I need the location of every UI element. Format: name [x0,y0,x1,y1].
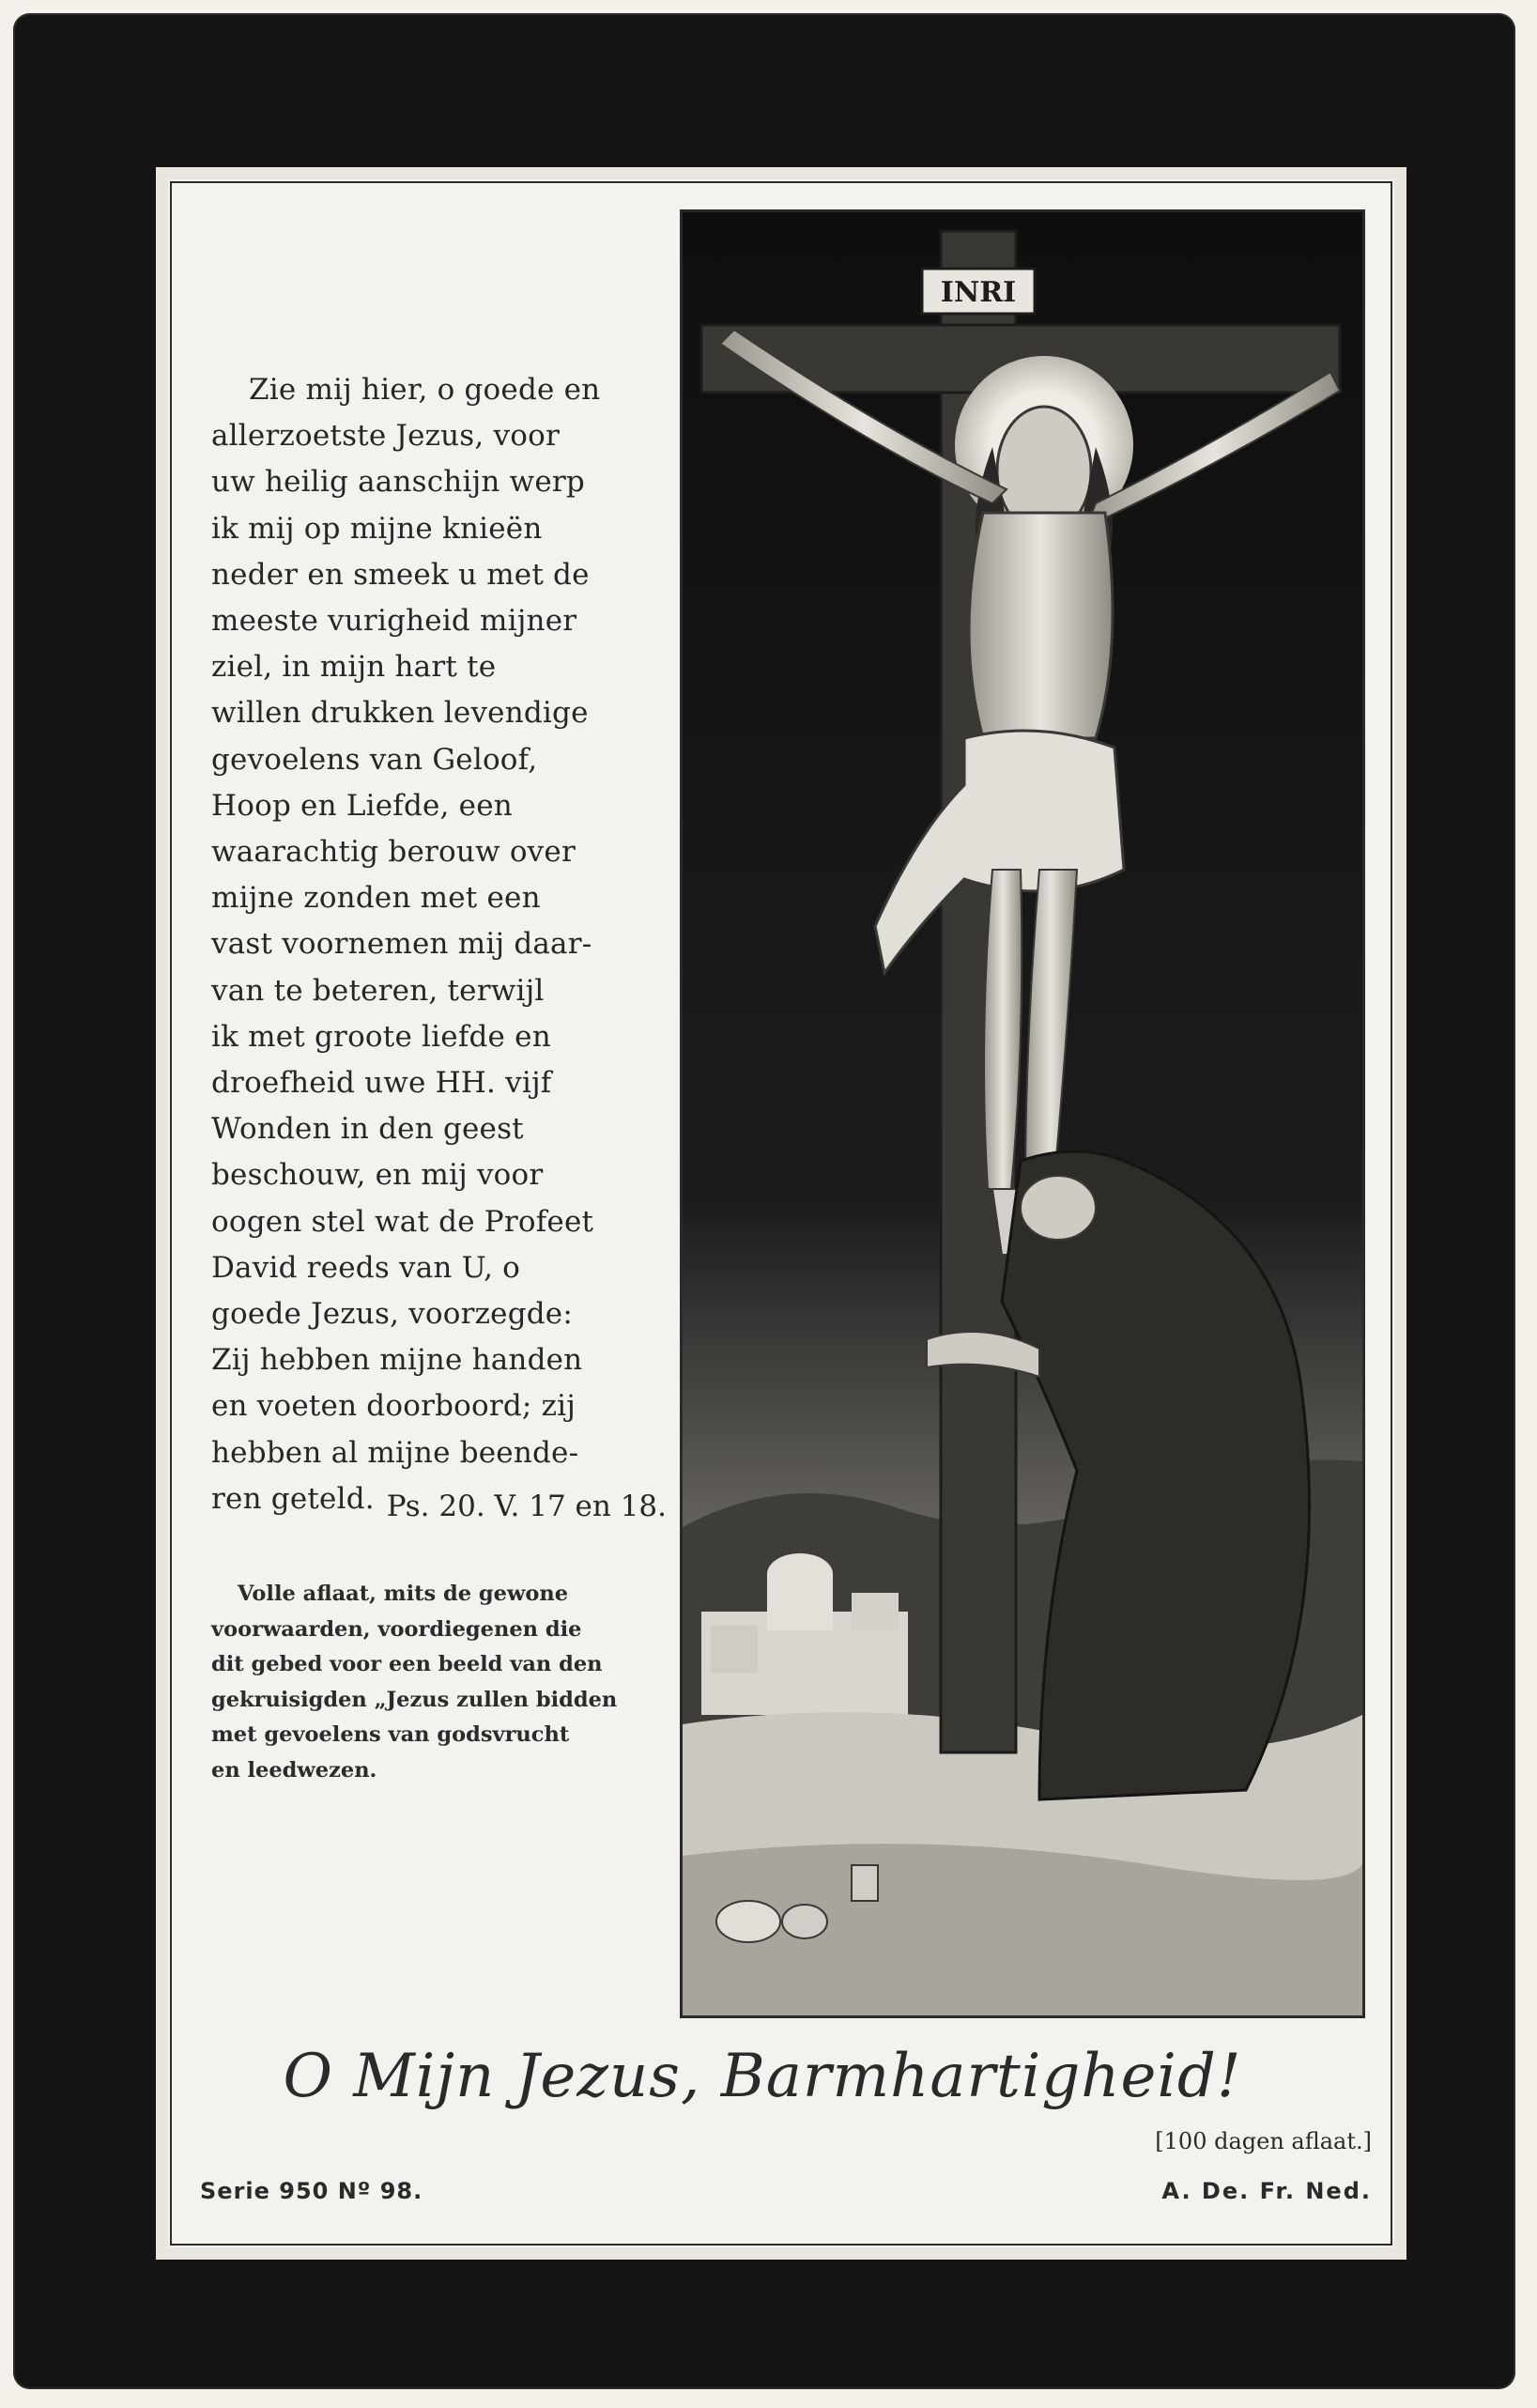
torso [969,513,1113,738]
indulgence-note [211,1577,667,1788]
left-leg [984,870,1022,1189]
indulgence-line: dit gebed voor een beeld van den [211,1652,603,1676]
prayer-line: oogen stel wat de Profeet [211,1204,594,1239]
prayer-line: ziel, in mijn hart te [211,650,497,685]
prayer-line: en voeten doorboord; zij [211,1389,576,1424]
indulgence-line: met gevoelens van godsvrucht [211,1722,570,1747]
card-panel [156,167,1406,2260]
prayer-line: goede Jezus, voorzegde: [211,1297,574,1332]
prayer-line: meeste vurigheid mijner [211,604,577,639]
publisher-mark: A. De. Fr. Ned. [1161,2178,1372,2204]
indulgence-line: en leedwezen. [211,1757,377,1783]
prayer-line: van te beteren, terwijl [211,973,545,1008]
prayer-line: mijne zonden met een [211,881,541,916]
psalm-reference: Ps. 20. V. 17 en 18. [386,1490,667,1523]
prayer-line: waarachtig berouw over [211,835,576,870]
prayer-line: uw heilig aanschijn werp [211,465,585,500]
prayer-line: beschouw, en mij voor [211,1158,544,1193]
prayer-line: Hoop en Liefde, een [211,788,513,823]
indulgence-line: Volle aflaat, mits de gewone [238,1582,569,1606]
prayer-line: ren geteld. [211,1481,375,1516]
prayer-line: gevoelens van Geloof, [211,742,538,777]
prayer-line: ik met groote liefde en [211,1019,551,1054]
prayer-text [211,367,667,1522]
prayer-line: allerzoetste Jezus, voor [211,419,560,454]
prayer-line: droefheid uwe HH. vijf [211,1066,552,1101]
crucifixion-engraving [683,212,1362,2015]
prayer-line: Zij hebben mijne handen [211,1343,583,1378]
indulgence-line: gekruisigden „Jezus zullen bidden [211,1687,618,1712]
magdalene-face [1021,1176,1096,1240]
prayer-line: Wonden in den geest [211,1112,524,1147]
indulgence-days: [100 dagen aflaat.] [1155,2128,1372,2154]
prayer-line: hebben al mijne beende- [211,1435,579,1470]
invocation-headline: O Mijn Jezus, Barmhartigheid! [283,2042,1242,2111]
prayer-line: neder en smeek u met de [211,557,590,592]
prayer-line: ik mij op mijne knieën [211,511,543,546]
series-number: Serie 950 Nº 98. [200,2178,423,2204]
crucifixion-illustration [680,209,1365,2018]
prayer-line: David reeds van U, o [211,1250,521,1285]
prayer-line: willen drukken levendige [211,696,589,731]
titulus-text: INRI [940,276,1017,309]
prayer-line: vast voornemen mij daar- [211,927,592,962]
prayer-line: Zie mij hier, o goede en [249,373,601,407]
indulgence-line: voorwaarden, voordiegenen die [211,1616,582,1642]
mourning-border [13,13,1515,2389]
